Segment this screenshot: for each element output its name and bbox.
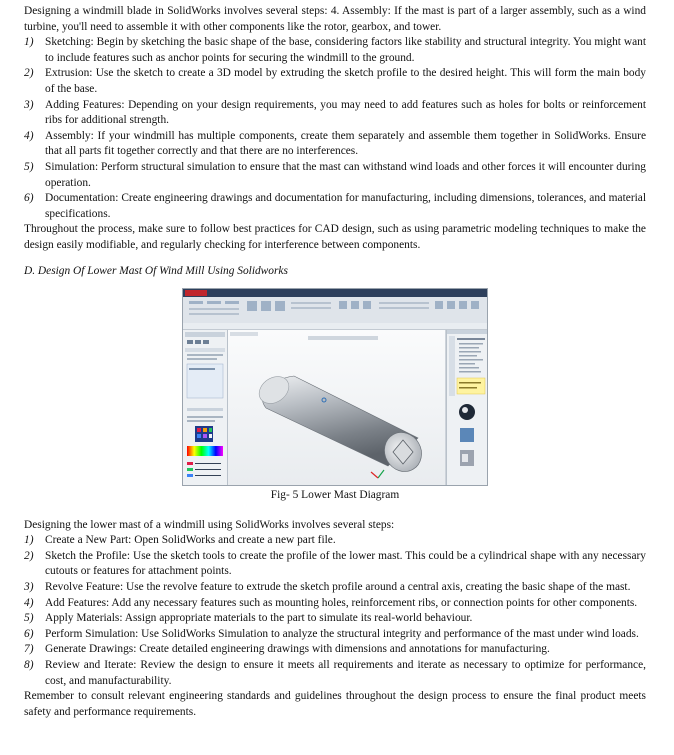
list-text: Adding Features: Depending on your design requirements, you may need to add features such as holes for bolts or reinforcement ribs for additional strength.	[45, 98, 646, 127]
list-item	[24, 533, 646, 549]
task-pane-panel	[446, 330, 487, 485]
list-number: 1)	[24, 534, 34, 547]
list-item	[24, 627, 646, 643]
list-text: Apply Materials: Assign appropriate materials to the part to simulate its real-world behaviour.	[45, 612, 473, 625]
list-text: Simulation: Perform structural simulation to ensure that the mast can withstand wind loads and other forces it will encounter during operation.	[45, 160, 646, 189]
blade-steps-list	[24, 35, 646, 222]
list-number: 1)	[24, 36, 34, 49]
mast-intro-paragraph: Designing the lower mast of a windmill using SolidWorks involves several steps:	[24, 518, 395, 531]
list-text: Add Features: Add any necessary features such as mounting holes, reinforcement ribs, or connection points for other components.	[45, 596, 638, 609]
list-number: 4)	[24, 596, 34, 609]
list-number: 6)	[24, 627, 34, 640]
closing-paragraph: Remember to consult relevant engineering standards and guidelines throughout the design process to ensure the final product meets safety and performance requirements.	[24, 690, 646, 718]
document-page	[24, 4, 646, 720]
list-text: Assembly: If your windmill has multiple components, create them separately and assemble them together in SolidWorks. Ensure that all parts fit together correctly and that there are no interferences.	[45, 129, 646, 158]
list-item	[24, 98, 646, 129]
graphics-viewport	[228, 330, 446, 485]
list-item	[24, 580, 646, 596]
list-item	[24, 611, 646, 627]
list-number: 2)	[24, 549, 34, 562]
list-item	[24, 129, 646, 160]
list-item	[24, 658, 646, 689]
mast-steps-list	[24, 533, 646, 689]
list-text: Perform Simulation: Use SolidWorks Simulation to analyze the structural integrity and performance of the mast under wind loads.	[45, 627, 639, 640]
mast-model-view	[228, 330, 446, 485]
list-text: Review and Iterate: Review the design to ensure it meets all requirements and iterate as necessary to optimize for performance, cost, and manufacturability.	[45, 659, 646, 687]
task-pane-content	[447, 330, 487, 485]
list-text: Sketch the Profile: Use the sketch tools to create the profile of the lower mast. This could be a cylindrical shape with any necessary cutouts or features for attachment points.	[45, 549, 646, 578]
list-number: 6)	[24, 192, 34, 205]
list-item	[24, 596, 646, 612]
list-text: Documentation: Create engineering drawings and documentation for manufacturing, including dimensions, tolerances, and material specifications.	[45, 192, 646, 220]
app-logo	[185, 290, 207, 296]
list-number: 5)	[24, 612, 34, 625]
list-number: 2)	[24, 67, 34, 80]
ribbon-icons	[183, 297, 487, 323]
command-ribbon	[183, 297, 487, 324]
process-note-paragraph: Throughout the process, make sure to follow best practices for CAD design, such as using parametric modeling techniques to make the design easily modifiable, and regularly checking for interference between components.	[24, 223, 646, 251]
solidworks-screenshot-figure	[182, 288, 488, 486]
feature-manager-panel	[183, 330, 228, 485]
list-number: 4)	[24, 129, 34, 142]
list-item	[24, 191, 646, 222]
section-heading: D. Design Of Lower Mast Of Wind Mill Using Solidworks	[24, 264, 288, 277]
list-item	[24, 642, 646, 658]
list-item	[24, 160, 646, 191]
list-text: Create a New Part: Open SolidWorks and create a new part file.	[45, 534, 336, 547]
intro-paragraph: Designing a windmill blade in SolidWorks involves several steps: 4. Assembly: If the mast is part of a larger assembly, such as a wind turbine, you'll need to assemble it with other components like the rotor, gearbox, and tower.	[24, 5, 646, 33]
list-number: 7)	[24, 643, 34, 656]
list-item	[24, 35, 646, 66]
app-titlebar	[183, 289, 487, 297]
list-number: 5)	[24, 160, 34, 173]
feature-manager-content	[183, 330, 227, 485]
list-text: Extrusion: Use the sketch to create a 3D model by extruding the sketch profile to the desired height. This will form the main body of the base.	[45, 67, 646, 95]
list-number: 8)	[24, 659, 34, 672]
list-item	[24, 549, 646, 580]
triad-axes	[371, 470, 384, 478]
list-item	[24, 66, 646, 97]
command-tabs	[183, 323, 487, 330]
list-text: Revolve Feature: Use the revolve feature to extrude the sketch profile around a central axis, creating the basic shape of the mast.	[45, 581, 631, 594]
figure-caption: Fig- 5 Lower Mast Diagram	[270, 489, 400, 502]
list-number: 3)	[24, 98, 34, 111]
list-text: Generate Drawings: Create detailed engineering drawings with dimensions and annotations for manufacturing.	[45, 643, 550, 656]
list-text: Sketching: Begin by sketching the basic shape of the base, considering factors like stability and structural integrity. You might want to include features such as anchor points for securing the windmill to the ground.	[45, 36, 646, 64]
list-number: 3)	[24, 581, 34, 594]
